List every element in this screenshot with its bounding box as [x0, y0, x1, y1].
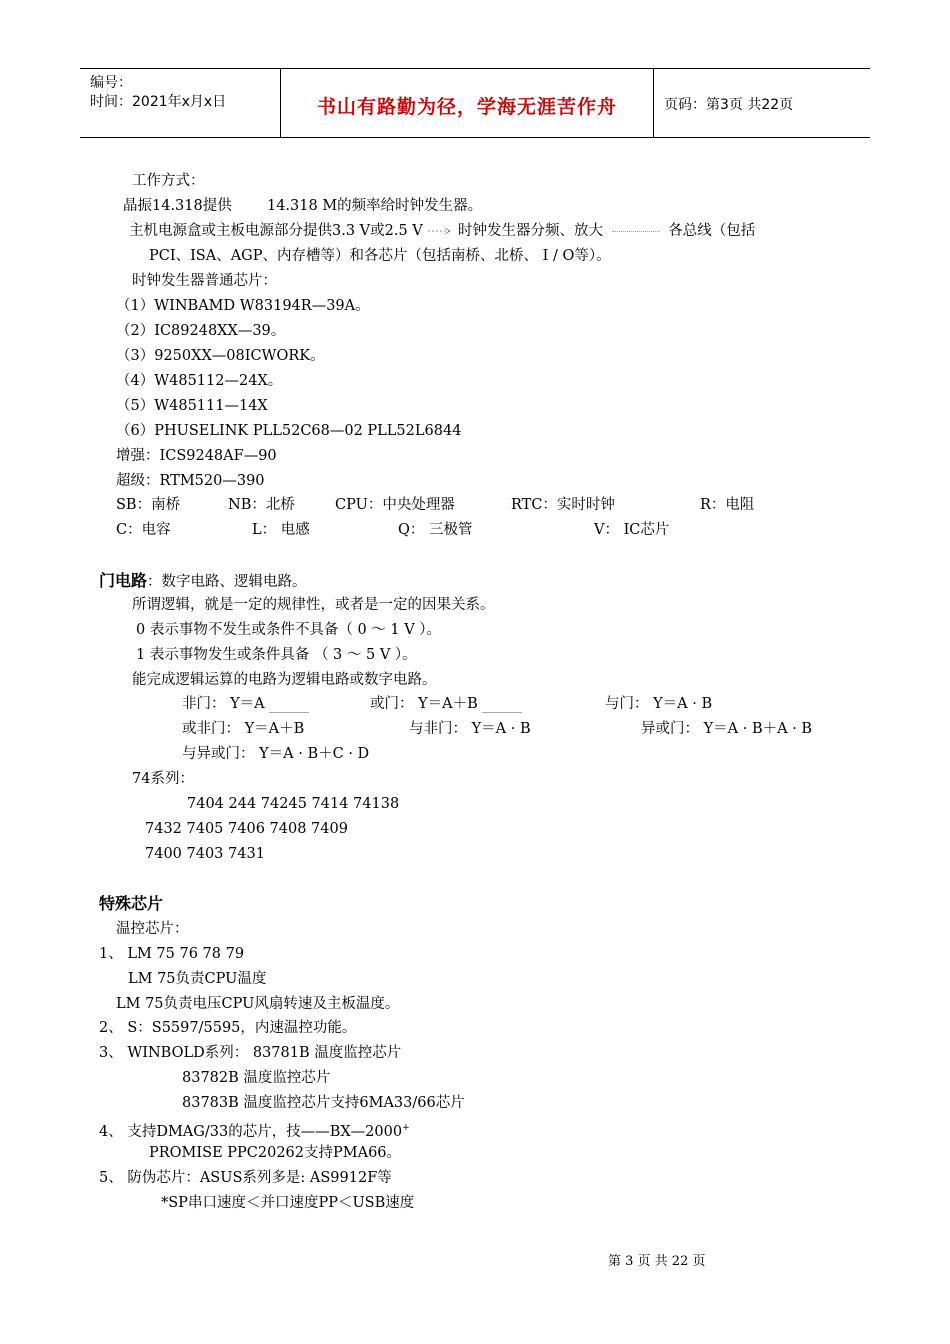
gate-heading	[99, 572, 307, 591]
power-line-cont: PCI、ISA、AGP、内存槽等）和各芯片（包括南桥、北桥、 I / O等）。	[149, 248, 611, 264]
abbr-item: V： IC芯片	[594, 522, 670, 538]
special-item: 5、 防伪芯片：ASUS系列多是: AS9912F等	[99, 1170, 392, 1186]
not-gate	[182, 695, 309, 713]
nor-gate: 或非门： Y＝A＋B	[182, 721, 305, 737]
chip-item: （2）IC89248XX—39。	[116, 323, 286, 339]
arrow-right-icon	[427, 226, 453, 236]
logic-circuit-def: 能完成逻辑运算的电路为逻辑电路或数字电路。	[132, 672, 437, 688]
overline-mark	[482, 712, 522, 713]
abbr-item: L： 电感	[252, 522, 310, 538]
abbr-item: NB：北桥	[228, 497, 295, 513]
special-item: PROMISE PPC20262支持PMA66。	[149, 1145, 402, 1161]
crystal-text-b: 14.318 M的频率给时钟发生器。	[266, 198, 483, 214]
chip-item: （6）PHUSELINK PLL52C68—02 PLL52L6844	[116, 423, 462, 439]
series-label: 74系列：	[132, 771, 194, 787]
special-item: 2、 S：S5597/5595，内速温控功能。	[99, 1020, 357, 1036]
enhanced-chip: 增强：ICS9248AF—90	[116, 448, 277, 464]
overline-mark	[269, 712, 309, 713]
page-footer: 第 3 页 共 22 页	[608, 1254, 706, 1269]
xor-gate: 异或门： Y＝A · B＋A · B	[641, 721, 813, 737]
power-text-b: 时钟发生器分频、放大	[458, 223, 603, 239]
special-item: 3、 WINBOLD系列： 83781B 温度监控芯片	[99, 1045, 402, 1061]
logic-definition: 所谓逻辑，就是一定的规律性，或者是一定的因果关系。	[132, 597, 495, 613]
chip-item: （1）WINBAMD W83194R—39A。	[116, 298, 370, 314]
special-item: LM 75负责电压CPU风扇转速及主板温度。	[116, 996, 400, 1012]
abbr-item: SB：南桥	[116, 497, 181, 513]
and-gate: 与门： Y＝A · B	[605, 696, 713, 712]
header-motto-cell	[281, 69, 654, 137]
temp-control-label: 温控芯片：	[116, 921, 189, 937]
special-item: 83782B 温度监控芯片	[182, 1070, 331, 1086]
common-chips-label: 时钟发生器普通芯片：	[132, 273, 277, 289]
gate-title: 门电路	[99, 571, 148, 590]
abbr-item: C：电容	[116, 522, 171, 538]
super-chip: 超级：RTM520—390	[116, 473, 265, 489]
work-mode-label: 工作方式：	[132, 173, 205, 189]
gate-title-rest: ：数字电路、逻辑电路。	[147, 574, 307, 590]
abbr-item: RTC：实时时钟	[511, 497, 615, 513]
series-row: 7404 244 74245 7414 74138	[187, 796, 400, 812]
series-row: 7400 7403 7431	[145, 846, 265, 862]
abbr-item: R：电阻	[700, 497, 755, 513]
number-label: 编号：	[90, 75, 132, 91]
series-row: 7432 7405 7406 7408 7409	[145, 821, 348, 837]
logic-one: 1 表示事物发生或条件具备 （ 3 ～ 5 V ）。	[136, 647, 417, 663]
and-xor-gate: 与异或门： Y＝A · B＋C · D	[182, 746, 370, 762]
power-line	[129, 222, 755, 240]
dotted-connector	[612, 231, 660, 232]
special-item: *SP串口速度＜并口速度PP＜USB速度	[161, 1195, 415, 1211]
abbr-item: CPU：中央处理器	[335, 497, 455, 513]
power-text-a: 主机电源盒或主板电源部分提供3.3 V或2.5 V	[129, 223, 423, 239]
power-text-c: 各总线（包括	[668, 223, 756, 239]
crystal-text-a: 晶振14.318提供	[123, 198, 232, 214]
special-item: 83783B 温度监控芯片支持6MA33/66芯片	[182, 1095, 465, 1111]
chip-item: （4）W485112—24X。	[116, 373, 283, 389]
page-counter: 页码：第3页 共22页	[664, 97, 794, 113]
chip-item: （3）9250XX—08ICWORK。	[116, 348, 325, 364]
chip-item: （5）W485111—14X	[116, 398, 268, 414]
nand-gate: 与非门： Y＝A · B	[409, 721, 531, 737]
special-item: 1、 LM 75 76 78 79	[99, 946, 245, 962]
page-header	[80, 68, 870, 138]
motto: 书山有路勤为径，学海无涯苦作舟	[316, 96, 617, 118]
not-gate-text: 非门： Y＝A	[182, 696, 265, 712]
date-label: 时间：2021年x月x日	[90, 94, 227, 110]
crystal-line	[123, 197, 482, 215]
abbr-item: Q： 三极管	[398, 522, 473, 538]
logic-zero: 0 表示事物不发生或条件不具备（ 0 ～ 1 V ）。	[136, 622, 442, 638]
superscript-mark: +	[402, 1123, 410, 1133]
or-gate	[370, 695, 522, 713]
header-page-cell	[654, 69, 870, 137]
or-gate-text: 或门： Y＝A＋B	[370, 696, 478, 712]
header-info-cell	[80, 69, 281, 137]
special-item	[99, 1119, 410, 1141]
special-chips-title: 特殊芯片	[99, 894, 164, 913]
special-item: LM 75负责CPU温度	[128, 971, 267, 987]
special-item-text: 4、 支持DMAG/33的芯片，技——BX—2000	[99, 1123, 403, 1140]
